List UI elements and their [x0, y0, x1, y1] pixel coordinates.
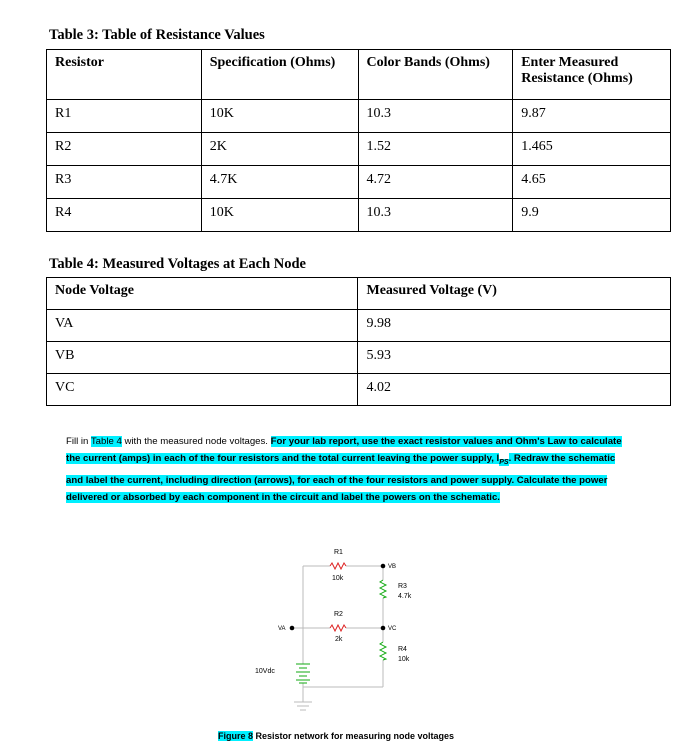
node-vc-dot	[381, 626, 386, 631]
resistor-r3	[380, 580, 386, 598]
r2-label: R2	[334, 611, 343, 618]
r4-label: R4	[398, 646, 407, 653]
table-cell: 4.7K	[201, 166, 358, 199]
para-highlight-b: . Redraw the schematic and label the current, including direction (arrows), for each of the four resistors and power supply.	[66, 453, 616, 486]
figure-label: Figure 8	[218, 731, 254, 741]
table-row	[47, 342, 671, 374]
table-cell: 10K	[201, 199, 358, 232]
source-label: 10Vdc	[255, 668, 275, 675]
para-highlight-a: For your lab report, use the exact resistor values and Ohm's Law to calculate the current (amps) in each of the four resistors and the total current leaving the power supply, I	[66, 436, 622, 465]
table-cell: R3	[47, 166, 202, 199]
r3-label: R3	[398, 583, 407, 590]
header-cell: Measured Voltage (V)	[358, 278, 671, 310]
table-row	[47, 166, 671, 199]
resistor-r1	[330, 563, 346, 569]
node-vb-label: VB	[388, 564, 397, 570]
table-cell: 1.52	[358, 133, 513, 166]
table-cell: 9.98	[358, 310, 671, 342]
figure-text: Resistor network for measuring node voltages	[253, 731, 455, 741]
table-cell: VA	[47, 310, 358, 342]
table-header-row	[47, 50, 671, 100]
table-cell: 1.465	[513, 133, 671, 166]
figure-caption	[218, 731, 454, 741]
table-cell: 4.65	[513, 166, 671, 199]
table-row	[47, 199, 671, 232]
node-va-dot	[290, 626, 295, 631]
table-cell: R1	[47, 100, 202, 133]
table3-caption: Table 3: Table of Resistance Values	[49, 27, 265, 43]
table-cell: 10K	[201, 100, 358, 133]
table-cell: 10.3	[358, 100, 513, 133]
table-cell: VC	[47, 374, 358, 406]
resistor-r4	[380, 642, 386, 660]
header-cell: Resistor	[47, 50, 202, 100]
node-vb-dot	[381, 564, 386, 569]
battery-icon	[296, 664, 310, 683]
table-cell: R2	[47, 133, 202, 166]
node-va-label: VA	[278, 626, 286, 632]
table-cell: 9.87	[513, 100, 671, 133]
r1-label: R1	[334, 549, 343, 556]
header-cell: Specification (Ohms)	[201, 50, 358, 100]
instructions-paragraph	[66, 433, 626, 506]
table-cell: 2K	[201, 133, 358, 166]
table-cell: R4	[47, 199, 202, 232]
node-vc-label: VC	[388, 626, 397, 632]
r1-value: 10k	[332, 575, 344, 582]
para-middle: with the measured node voltages.	[121, 436, 271, 447]
para-subscript: PS	[499, 459, 509, 467]
voltage-table	[46, 277, 671, 406]
table-row	[47, 133, 671, 166]
table-cell: 9.9	[513, 199, 671, 232]
header-cell: Color Bands (Ohms)	[358, 50, 513, 100]
table-4-link[interactable]: Table 4	[90, 436, 122, 447]
para-prefix: Fill in	[66, 436, 91, 447]
table-cell: 5.93	[358, 342, 671, 374]
header-cell: Enter Measured Resistance (Ohms)	[513, 50, 671, 100]
r3-value: 4.7k	[398, 593, 412, 600]
table-row	[47, 100, 671, 133]
resistance-table	[46, 49, 671, 232]
circuit-schematic	[240, 540, 440, 725]
table-row	[47, 310, 671, 342]
r2-value: 2k	[335, 636, 343, 643]
table-cell: VB	[47, 342, 358, 374]
table-cell: 4.02	[358, 374, 671, 406]
resistor-r2	[330, 625, 346, 631]
table-header-row	[47, 278, 671, 310]
r4-value: 10k	[398, 656, 410, 663]
table-cell: 10.3	[358, 199, 513, 232]
header-cell: Node Voltage	[47, 278, 358, 310]
table4-caption: Table 4: Measured Voltages at Each Node	[49, 256, 306, 272]
para-highlight-c: Calculate the power delivered or absorbed by each component in the circuit and label the powers on the schematic.	[66, 474, 608, 503]
table-cell: 4.72	[358, 166, 513, 199]
table-row	[47, 374, 671, 406]
